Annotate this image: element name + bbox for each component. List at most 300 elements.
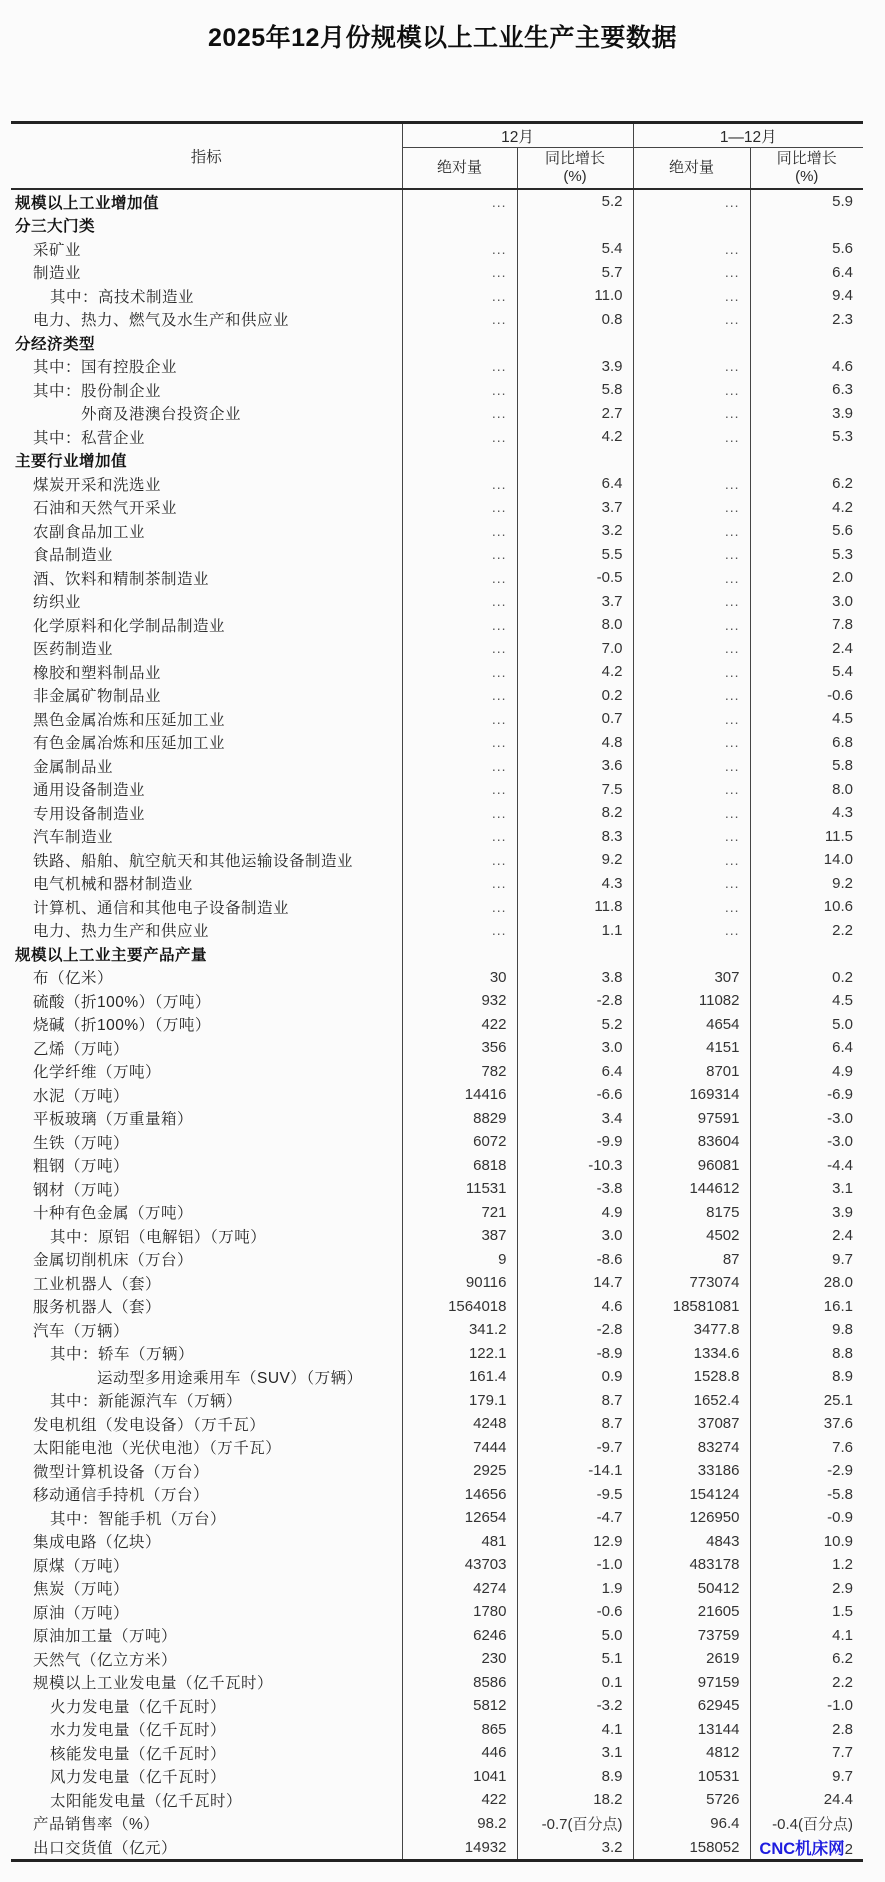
cell-dec-yoy: 12.9: [517, 1530, 633, 1554]
table-row: [11, 1271, 863, 1295]
cell-dec-yoy: 5.1: [517, 1647, 633, 1671]
cell-cum-yoy: 9.7: [750, 1248, 863, 1272]
cell-dec-yoy: 5.0: [517, 1624, 633, 1648]
cell-cum-yoy: 6.4: [750, 261, 863, 285]
row-label: 电气机械和器材制造业: [33, 876, 194, 894]
cell-dec-yoy: 8.2: [517, 801, 633, 825]
cell-cum-yoy: -0.9: [750, 1506, 863, 1530]
cell-cum-yoy: 5.3: [750, 543, 863, 567]
cell-cum-absolute: ...: [633, 801, 750, 825]
table-row: [11, 754, 863, 778]
cell-cum-absolute: 8701: [633, 1060, 750, 1084]
cell-dec-absolute: ...: [402, 613, 517, 637]
cell-cum-yoy: 11.5: [750, 825, 863, 849]
table-row: [11, 378, 863, 402]
cell-dec-yoy: [517, 449, 633, 473]
row-label: 医药制造业: [33, 641, 114, 659]
cell-cum-absolute: ...: [633, 731, 750, 755]
cell-cum-yoy: 2.4: [750, 1224, 863, 1248]
row-label: 其中：原铝（电解铝）（万吨）: [50, 1228, 267, 1246]
cell-dec-absolute: ...: [402, 801, 517, 825]
cell-dec-absolute: 8829: [402, 1107, 517, 1131]
cell-cum-yoy: 6.4: [750, 1036, 863, 1060]
cell-cum-absolute: 10531: [633, 1765, 750, 1789]
table-row: [11, 989, 863, 1013]
row-label: 原煤（万吨）: [33, 1557, 130, 1575]
table-row: [11, 590, 863, 614]
cell-cum-yoy: 6.3: [750, 378, 863, 402]
row-label: 计算机、通信和其他电子设备制造业: [33, 899, 290, 917]
cell-dec-yoy: 3.2: [517, 1835, 633, 1861]
row-label: 其中：高技术制造业: [50, 288, 195, 306]
table-row: [11, 1436, 863, 1460]
cell-dec-absolute: 122.1: [402, 1342, 517, 1366]
table-row: [11, 942, 863, 966]
cell-dec-absolute: 422: [402, 1788, 517, 1812]
row-label: 移动通信手持机（万台）: [33, 1487, 210, 1505]
cell-cum-absolute: 307: [633, 966, 750, 990]
cell-cum-yoy: 2.9: [750, 1577, 863, 1601]
row-label: 外商及港澳台投资企业: [81, 406, 242, 424]
header-cum-yoy: [750, 148, 863, 190]
table-row: [11, 1647, 863, 1671]
cell-dec-absolute: 782: [402, 1060, 517, 1084]
cell-dec-yoy: 6.4: [517, 472, 633, 496]
cell-cum-absolute: ...: [633, 237, 750, 261]
row-label: 金属切削机床（万台）: [33, 1252, 194, 1270]
cell-cum-absolute: ...: [633, 425, 750, 449]
row-label: 水力发电量（亿千瓦时）: [50, 1722, 227, 1740]
table-row: [11, 801, 863, 825]
cell-cum-absolute: 4812: [633, 1741, 750, 1765]
cell-cum-yoy: 6.2: [750, 1647, 863, 1671]
row-label: 有色金属冶炼和压延加工业: [33, 735, 226, 753]
row-label: 布（亿米）: [33, 970, 114, 988]
cell-cum-yoy: 4.5: [750, 989, 863, 1013]
cell-cum-yoy: 8.8: [750, 1342, 863, 1366]
cell-dec-yoy: -2.8: [517, 989, 633, 1013]
cell-dec-absolute: [402, 214, 517, 238]
table-row: [11, 1812, 863, 1836]
cell-dec-absolute: 481: [402, 1530, 517, 1554]
cell-dec-yoy: 14.7: [517, 1271, 633, 1295]
row-label: 规模以上工业增加值: [15, 194, 160, 212]
table-row: [11, 449, 863, 473]
cell-cum-absolute: 1652.4: [633, 1389, 750, 1413]
cell-cum-yoy: 5.6: [750, 237, 863, 261]
table-row: [11, 1389, 863, 1413]
table-row: [11, 660, 863, 684]
table-row: [11, 355, 863, 379]
table-row: [11, 1694, 863, 1718]
cell-cum-absolute: ...: [633, 707, 750, 731]
cell-cum-absolute: 87: [633, 1248, 750, 1272]
cell-dec-absolute: 2925: [402, 1459, 517, 1483]
cell-dec-yoy: 9.2: [517, 848, 633, 872]
cell-dec-absolute: 387: [402, 1224, 517, 1248]
row-label: 石油和天然气开采业: [33, 500, 178, 518]
row-label: 汽车（万辆）: [33, 1322, 130, 1340]
row-label: 化学纤维（万吨）: [33, 1064, 162, 1082]
header-indicator: 指标: [11, 123, 402, 190]
row-label: 平板玻璃（万重量箱）: [33, 1111, 194, 1129]
cell-cum-yoy: 37.6: [750, 1412, 863, 1436]
cell-dec-absolute: 9: [402, 1248, 517, 1272]
row-label: 其中：新能源汽车（万辆）: [50, 1393, 243, 1411]
row-label: 食品制造业: [33, 547, 114, 565]
cell-cum-yoy: 4.5: [750, 707, 863, 731]
cell-dec-absolute: ...: [402, 848, 517, 872]
cell-cum-yoy: 3.1: [750, 1177, 863, 1201]
cell-dec-absolute: 422: [402, 1013, 517, 1037]
cell-cum-absolute: [633, 214, 750, 238]
cell-cum-absolute: 50412: [633, 1577, 750, 1601]
cell-dec-absolute: 5812: [402, 1694, 517, 1718]
cell-dec-absolute: ...: [402, 872, 517, 896]
cell-cum-absolute: 169314: [633, 1083, 750, 1107]
cell-dec-yoy: -9.5: [517, 1483, 633, 1507]
row-label: 其中：国有控股企业: [33, 359, 178, 377]
cell-cum-yoy: -5.8: [750, 1483, 863, 1507]
cell-cum-yoy: [750, 214, 863, 238]
cell-cum-absolute: 33186: [633, 1459, 750, 1483]
cell-cum-absolute: 18581081: [633, 1295, 750, 1319]
cell-dec-yoy: 8.7: [517, 1389, 633, 1413]
cell-cum-yoy: 1.5: [750, 1600, 863, 1624]
cell-dec-yoy: -9.9: [517, 1130, 633, 1154]
cell-cum-absolute: 126950: [633, 1506, 750, 1530]
cell-cum-absolute: 73759: [633, 1624, 750, 1648]
row-label: 粗钢（万吨）: [33, 1158, 130, 1176]
cell-dec-absolute: 43703: [402, 1553, 517, 1577]
cell-cum-absolute: 37087: [633, 1412, 750, 1436]
cell-cum-absolute: ...: [633, 543, 750, 567]
header-yoy-line1: 同比增长: [544, 150, 605, 167]
row-label: 煤炭开采和洗选业: [33, 476, 162, 494]
cell-dec-absolute: 14932: [402, 1835, 517, 1861]
table-row: [11, 331, 863, 355]
cell-dec-absolute: ...: [402, 590, 517, 614]
cell-cum-yoy: [750, 1835, 863, 1861]
cell-dec-absolute: 4274: [402, 1577, 517, 1601]
cell-dec-absolute: ...: [402, 355, 517, 379]
cell-dec-absolute: 230: [402, 1647, 517, 1671]
cell-dec-yoy: 1.1: [517, 919, 633, 943]
cell-cum-absolute: ...: [633, 684, 750, 708]
cell-dec-yoy: 0.1: [517, 1671, 633, 1695]
header-yoy-line2: (%): [563, 168, 587, 185]
cell-cum-absolute: ...: [633, 402, 750, 426]
table-header: [11, 123, 863, 190]
watermark-obscured-value: 2: [844, 1841, 853, 1858]
table-row: [11, 848, 863, 872]
row-label: 核能发电量（亿千瓦时）: [50, 1745, 227, 1763]
table-row: [11, 1177, 863, 1201]
header-dec-yoy: [517, 148, 633, 190]
table-row: [11, 895, 863, 919]
cell-dec-absolute: ...: [402, 566, 517, 590]
cell-dec-absolute: 1041: [402, 1765, 517, 1789]
cell-cum-yoy: 7.7: [750, 1741, 863, 1765]
table-row: [11, 1224, 863, 1248]
row-label: 天然气（亿立方米）: [33, 1651, 178, 1669]
cell-dec-absolute: ...: [402, 402, 517, 426]
table-row: [11, 189, 863, 214]
cell-cum-absolute: ...: [633, 378, 750, 402]
cell-cum-absolute: 158052: [633, 1835, 750, 1861]
cell-cum-absolute: ...: [633, 261, 750, 285]
table-row: [11, 778, 863, 802]
cell-cum-absolute: ...: [633, 778, 750, 802]
cell-cum-absolute: 13144: [633, 1718, 750, 1742]
cell-dec-yoy: 7.5: [517, 778, 633, 802]
cell-dec-yoy: 5.4: [517, 237, 633, 261]
table-row: [11, 1624, 863, 1648]
cell-cum-absolute: 21605: [633, 1600, 750, 1624]
cell-dec-absolute: 11531: [402, 1177, 517, 1201]
cell-dec-absolute: ...: [402, 684, 517, 708]
cell-cum-yoy: 4.9: [750, 1060, 863, 1084]
table-row: [11, 1248, 863, 1272]
row-label: 采矿业: [33, 241, 82, 259]
cell-dec-yoy: 11.0: [517, 284, 633, 308]
cell-cum-yoy: 3.0: [750, 590, 863, 614]
cell-dec-absolute: 7444: [402, 1436, 517, 1460]
cell-dec-absolute: ...: [402, 919, 517, 943]
table-row: [11, 1835, 863, 1861]
row-label: 专用设备制造业: [33, 805, 146, 823]
cell-dec-yoy: -1.0: [517, 1553, 633, 1577]
cell-cum-absolute: ...: [633, 308, 750, 332]
cell-dec-absolute: 6246: [402, 1624, 517, 1648]
cell-dec-absolute: [402, 331, 517, 355]
cell-cum-absolute: [633, 449, 750, 473]
row-label: 制造业: [33, 265, 82, 283]
cell-dec-absolute: ...: [402, 189, 517, 214]
cell-cum-yoy: 10.9: [750, 1530, 863, 1554]
cell-cum-yoy: -3.0: [750, 1130, 863, 1154]
cell-cum-yoy: 24.4: [750, 1788, 863, 1812]
cell-cum-absolute: ...: [633, 472, 750, 496]
row-label: 水泥（万吨）: [33, 1087, 130, 1105]
table-row: [11, 637, 863, 661]
cell-cum-absolute: [633, 331, 750, 355]
table-row: [11, 1459, 863, 1483]
cell-dec-yoy: 8.9: [517, 1765, 633, 1789]
cell-cum-yoy: 2.2: [750, 919, 863, 943]
cell-cum-yoy: 28.0: [750, 1271, 863, 1295]
cell-dec-yoy: 5.5: [517, 543, 633, 567]
cell-cum-absolute: 1334.6: [633, 1342, 750, 1366]
table-row: [11, 1130, 863, 1154]
cell-dec-absolute: 356: [402, 1036, 517, 1060]
cell-cum-yoy: -1.0: [750, 1694, 863, 1718]
table-row: [11, 731, 863, 755]
cell-dec-absolute: 30: [402, 966, 517, 990]
table-row: [11, 1600, 863, 1624]
cell-dec-yoy: 4.9: [517, 1201, 633, 1225]
cell-cum-yoy: 4.6: [750, 355, 863, 379]
row-label: 化学原料和化学制品制造业: [33, 617, 226, 635]
cell-cum-yoy: -0.4(百分点): [750, 1812, 863, 1836]
cell-dec-absolute: ...: [402, 754, 517, 778]
table-row: [11, 1083, 863, 1107]
cell-cum-absolute: 4151: [633, 1036, 750, 1060]
table-row: [11, 825, 863, 849]
cell-cum-absolute: ...: [633, 613, 750, 637]
cell-cum-yoy: 2.4: [750, 637, 863, 661]
row-label: 橡胶和塑料制品业: [33, 664, 162, 682]
row-label: 出口交货值（亿元）: [33, 1840, 178, 1857]
cell-cum-absolute: ...: [633, 590, 750, 614]
header-cum-absolute: 绝对量: [633, 148, 750, 190]
cell-dec-yoy: -4.7: [517, 1506, 633, 1530]
cell-dec-absolute: ...: [402, 378, 517, 402]
cell-cum-yoy: 25.1: [750, 1389, 863, 1413]
cell-dec-absolute: 8586: [402, 1671, 517, 1695]
cell-dec-absolute: 446: [402, 1741, 517, 1765]
cell-dec-yoy: -3.8: [517, 1177, 633, 1201]
row-label: 电力、热力生产和供应业: [33, 923, 210, 941]
cell-dec-absolute: ...: [402, 895, 517, 919]
table-row: [11, 1201, 863, 1225]
row-label: 焦炭（万吨）: [33, 1581, 130, 1599]
cell-cum-absolute: 96.4: [633, 1812, 750, 1836]
table-row: [11, 1013, 863, 1037]
cell-cum-yoy: -0.6: [750, 684, 863, 708]
cell-cum-absolute: 8175: [633, 1201, 750, 1225]
row-label: 通用设备制造业: [33, 782, 146, 800]
cell-dec-yoy: [517, 331, 633, 355]
table-row: [11, 966, 863, 990]
header-yoy-line1: 同比增长: [776, 150, 837, 167]
table-row: [11, 1506, 863, 1530]
row-label: 太阳能电池（光伏电池）（万千瓦）: [33, 1440, 282, 1458]
table-row: [11, 1154, 863, 1178]
cell-cum-absolute: [633, 942, 750, 966]
cell-cum-absolute: 144612: [633, 1177, 750, 1201]
cell-dec-absolute: [402, 942, 517, 966]
cell-dec-yoy: -3.2: [517, 1694, 633, 1718]
table-row: [11, 1483, 863, 1507]
cell-cum-yoy: 3.9: [750, 402, 863, 426]
row-label: 原油加工量（万吨）: [33, 1628, 178, 1646]
cell-dec-absolute: ...: [402, 237, 517, 261]
cell-dec-absolute: ...: [402, 308, 517, 332]
cell-cum-yoy: -6.9: [750, 1083, 863, 1107]
cell-cum-yoy: 6.8: [750, 731, 863, 755]
table-row: [11, 1718, 863, 1742]
cell-cum-yoy: 1.2: [750, 1553, 863, 1577]
cell-cum-yoy: 4.1: [750, 1624, 863, 1648]
cell-dec-yoy: -6.6: [517, 1083, 633, 1107]
cell-cum-absolute: 1528.8: [633, 1365, 750, 1389]
cell-cum-absolute: 4502: [633, 1224, 750, 1248]
cell-cum-yoy: 7.6: [750, 1436, 863, 1460]
cell-dec-yoy: 4.3: [517, 872, 633, 896]
table-row: [11, 1788, 863, 1812]
cell-cum-absolute: 5726: [633, 1788, 750, 1812]
row-label: 分经济类型: [15, 335, 96, 353]
cell-cum-absolute: 2619: [633, 1647, 750, 1671]
cell-dec-yoy: 3.0: [517, 1224, 633, 1248]
cell-dec-absolute: 1780: [402, 1600, 517, 1624]
cell-dec-absolute: [402, 449, 517, 473]
row-label: 金属制品业: [33, 758, 114, 776]
cell-dec-absolute: ...: [402, 543, 517, 567]
table-body: [11, 189, 863, 1861]
cell-dec-yoy: 3.7: [517, 590, 633, 614]
cell-cum-yoy: 3.9: [750, 1201, 863, 1225]
row-label: 硫酸（折100%）（万吨）: [33, 993, 211, 1011]
table-row: [11, 1060, 863, 1084]
cell-cum-yoy: 4.2: [750, 496, 863, 520]
table-row: [11, 472, 863, 496]
cell-dec-yoy: 3.6: [517, 754, 633, 778]
table-row: [11, 613, 863, 637]
cell-dec-absolute: 98.2: [402, 1812, 517, 1836]
cell-dec-yoy: 3.0: [517, 1036, 633, 1060]
cell-cum-absolute: 3477.8: [633, 1318, 750, 1342]
cell-cum-yoy: 7.8: [750, 613, 863, 637]
row-label: 太阳能发电量（亿千瓦时）: [50, 1792, 243, 1810]
cell-cum-yoy: 16.1: [750, 1295, 863, 1319]
cell-cum-absolute: ...: [633, 566, 750, 590]
cell-dec-yoy: 4.1: [517, 1718, 633, 1742]
cell-cum-yoy: [750, 331, 863, 355]
cell-dec-yoy: 5.2: [517, 189, 633, 214]
cell-dec-yoy: 8.3: [517, 825, 633, 849]
table-row: [11, 1530, 863, 1554]
cell-cum-absolute: ...: [633, 496, 750, 520]
table-row: [11, 519, 863, 543]
cell-dec-yoy: [517, 942, 633, 966]
row-label: 非金属矿物制品业: [33, 688, 162, 706]
cell-cum-absolute: 62945: [633, 1694, 750, 1718]
header-group-december: 12月: [402, 123, 633, 148]
cell-cum-yoy: 4.3: [750, 801, 863, 825]
cell-dec-yoy: -10.3: [517, 1154, 633, 1178]
cell-dec-absolute: 932: [402, 989, 517, 1013]
row-label: 黑色金属冶炼和压延加工业: [33, 711, 226, 729]
cell-dec-absolute: 341.2: [402, 1318, 517, 1342]
row-label: 规模以上工业发电量（亿千瓦时）: [33, 1675, 274, 1693]
table-row: [11, 308, 863, 332]
cell-dec-yoy: 0.8: [517, 308, 633, 332]
cell-dec-yoy: 3.7: [517, 496, 633, 520]
table-row: [11, 1107, 863, 1131]
table-row: [11, 543, 863, 567]
cell-dec-absolute: 90116: [402, 1271, 517, 1295]
cell-cum-absolute: 97159: [633, 1671, 750, 1695]
cell-dec-absolute: ...: [402, 637, 517, 661]
cell-dec-absolute: 4248: [402, 1412, 517, 1436]
cell-cum-yoy: 5.6: [750, 519, 863, 543]
cell-dec-yoy: 4.8: [517, 731, 633, 755]
row-label: 火力发电量（亿千瓦时）: [50, 1698, 227, 1716]
row-label: 其中：智能手机（万台）: [50, 1510, 227, 1528]
cell-cum-yoy: 5.9: [750, 189, 863, 214]
cell-dec-absolute: ...: [402, 707, 517, 731]
cell-dec-yoy: -2.8: [517, 1318, 633, 1342]
row-label: 其中：轿车（万辆）: [50, 1346, 195, 1364]
cell-cum-yoy: 9.2: [750, 872, 863, 896]
cell-cum-yoy: -4.4: [750, 1154, 863, 1178]
cell-dec-absolute: 14416: [402, 1083, 517, 1107]
row-label: 汽车制造业: [33, 829, 114, 847]
cell-cum-absolute: 96081: [633, 1154, 750, 1178]
table-row: [11, 1318, 863, 1342]
